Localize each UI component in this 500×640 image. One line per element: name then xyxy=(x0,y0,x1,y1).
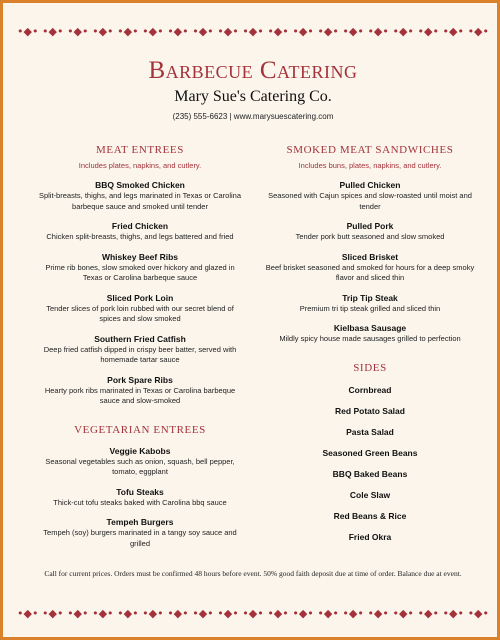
menu-item-description: Mildly spicy house made sausages grilled to perfection xyxy=(279,334,461,343)
diamond-flourish-icon: •◆• xyxy=(367,607,389,620)
diamond-flourish-icon: •◆• xyxy=(317,25,339,38)
diamond-flourish-icon: •◆• xyxy=(92,607,114,620)
menu-item-description: Premium tri tip steak grilled and sliced thin xyxy=(299,303,441,313)
section-title: SIDES xyxy=(353,361,387,374)
menu-item-description: Seasoned with Cajun spices and slow-roasted until moist and tender xyxy=(268,191,472,211)
contact-info: (235) 555-6623 | www.marysuescatering.com xyxy=(172,112,334,121)
menu-item-description: Hearty pork ribs marinated in Texas or Carolina barbeque sauce and slow-smoked xyxy=(44,385,236,405)
section-title: VEGETARIAN ENTREES xyxy=(74,423,206,436)
diamond-flourish-icon: •◆• xyxy=(192,25,214,38)
menu-item xyxy=(35,252,245,284)
diamond-flourish-icon: •◆• xyxy=(417,25,439,38)
diamond-flourish-icon: •◆• xyxy=(367,25,389,38)
menu-item xyxy=(265,490,475,501)
right-column xyxy=(265,143,475,543)
diamond-flourish-icon: •◆• xyxy=(17,607,39,620)
menu-item xyxy=(35,293,245,325)
menu-item-description: Seasonal vegetables such as onion, squash, bell pepper, tomato, eggplant xyxy=(45,456,235,476)
menu-header xyxy=(3,57,500,123)
menu-item-name: Whiskey Beef Ribs xyxy=(101,251,179,262)
menu-item xyxy=(35,334,245,366)
menu-item-name: Trip Tip Steak xyxy=(342,292,398,303)
menu-item xyxy=(35,180,245,212)
diamond-flourish-icon: •◆• xyxy=(142,607,164,620)
menu-item xyxy=(265,180,475,212)
menu-item xyxy=(265,293,475,315)
menu-item-list xyxy=(35,446,245,550)
menu-item-name: Pork Spare Ribs xyxy=(107,374,173,385)
menu-title: Barbecue Catering xyxy=(148,57,358,84)
diamond-flourish-icon: •◆• xyxy=(217,607,239,620)
menu-item-name: Cornbread xyxy=(348,384,392,395)
company-name: Mary Sue's Catering Co. xyxy=(174,88,332,105)
diamond-flourish-icon: •◆• xyxy=(192,607,214,620)
bottom-ornament-border xyxy=(17,607,489,621)
top-ornament-border xyxy=(17,25,489,39)
menu-item-name: Red Beans & Rice xyxy=(333,510,407,521)
sides-section xyxy=(265,361,475,543)
diamond-flourish-icon: •◆• xyxy=(167,25,189,38)
menu-item-description: Tender slices of pork loin rubbed with our secret blend of spices and slow smoked xyxy=(46,303,234,323)
menu-item xyxy=(265,252,475,284)
menu-item xyxy=(265,511,475,522)
diamond-flourish-icon: •◆• xyxy=(217,25,239,38)
diamond-flourish-icon: •◆• xyxy=(267,25,289,38)
section-note: Includes buns, plates, napkins, and cutlery. xyxy=(298,161,442,170)
section-note: Includes plates, napkins, and cutlery. xyxy=(78,161,202,170)
menu-item-name: Tofu Steaks xyxy=(116,486,164,497)
diamond-flourish-icon: •◆• xyxy=(292,607,314,620)
menu-item-name: Sliced Brisket xyxy=(341,251,399,262)
menu-item-description: Prime rib bones, slow smoked over hickory and glazed in Texas or Carolina barbeque sauce xyxy=(45,262,235,282)
menu-item-description: Thick-cut tofu steaks baked with Carolina bbq sauce xyxy=(53,497,227,507)
menu-item-description: Beef brisket seasoned and smoked for hours for a deep smoky flavor and sliced thin xyxy=(265,262,475,282)
diamond-flourish-icon: •◆• xyxy=(467,25,489,38)
section-title: SMOKED MEAT SANDWICHES xyxy=(286,144,454,156)
menu-item xyxy=(265,221,475,243)
menu-item-name: Pasta Salad xyxy=(346,426,394,437)
diamond-flourish-icon: •◆• xyxy=(242,25,264,38)
diamond-flourish-icon: •◆• xyxy=(42,25,64,38)
diamond-flourish-icon: •◆• xyxy=(342,25,364,38)
diamond-flourish-icon: •◆• xyxy=(242,607,264,620)
smoked-meat-sandwiches-section xyxy=(265,143,475,345)
menu-item-name: BBQ Baked Beans xyxy=(332,468,408,479)
footer-note: Call for current prices. Orders must be confirmed 48 hours before event. 50% good faith deposit due at time of order. Balance due at event. xyxy=(44,569,462,578)
menu-item-name: Seasoned Green Beans xyxy=(322,447,418,458)
menu-item xyxy=(265,323,475,345)
diamond-flourish-icon: •◆• xyxy=(117,607,139,620)
menu-item xyxy=(265,385,475,396)
menu-item-name: Southern Fried Catfish xyxy=(94,333,186,344)
menu-item-name: Veggie Kabobs xyxy=(109,445,171,456)
diamond-flourish-icon: •◆• xyxy=(267,607,289,620)
menu-item xyxy=(265,448,475,459)
diamond-flourish-icon: •◆• xyxy=(442,607,464,620)
menu-item-name: Tempeh Burgers xyxy=(106,517,174,527)
menu-item xyxy=(35,221,245,243)
diamond-flourish-icon: •◆• xyxy=(167,607,189,620)
vegetarian-entrees-section xyxy=(35,423,245,550)
diamond-flourish-icon: •◆• xyxy=(92,25,114,38)
menu-item xyxy=(35,375,245,407)
left-column xyxy=(35,143,245,549)
diamond-flourish-icon: •◆• xyxy=(342,607,364,620)
menu-item-name: Fried Chicken xyxy=(111,221,169,231)
menu-item-name: Fried Okra xyxy=(348,531,392,542)
diamond-flourish-icon: •◆• xyxy=(42,607,64,620)
menu-item-description: Deep fried catfish dipped in crispy beer batter, served with homemade tartar sauce xyxy=(43,344,237,364)
menu-item xyxy=(35,517,245,549)
menu-item-description: Split-breasts, thighs, and legs marinated in Texas or Carolina barbeque sauce and smoked until tender xyxy=(38,191,242,211)
diamond-flourish-icon: •◆• xyxy=(292,25,314,38)
diamond-flourish-icon: •◆• xyxy=(142,25,164,38)
diamond-flourish-icon: •◆• xyxy=(67,607,89,620)
menu-item-name: Pulled Pork xyxy=(346,221,394,231)
menu-item-name: Red Potato Salad xyxy=(335,405,405,416)
menu-item-name: Kielbasa Sausage xyxy=(333,323,407,333)
menu-item-name: Pulled Chicken xyxy=(339,180,401,190)
menu-item-name: BBQ Smoked Chicken xyxy=(95,180,185,190)
menu-item xyxy=(265,469,475,480)
menu-item xyxy=(265,427,475,438)
diamond-flourish-icon: •◆• xyxy=(467,607,489,620)
diamond-flourish-icon: •◆• xyxy=(392,607,414,620)
menu-item-description: Tempeh (soy) burgers marinated in a tangy soy sauce and grilled xyxy=(43,528,237,548)
diamond-flourish-icon: •◆• xyxy=(442,25,464,38)
diamond-flourish-icon: •◆• xyxy=(317,607,339,620)
diamond-flourish-icon: •◆• xyxy=(417,607,439,620)
diamond-flourish-icon: •◆• xyxy=(17,25,39,38)
diamond-flourish-icon: •◆• xyxy=(67,25,89,38)
diamond-flourish-icon: •◆• xyxy=(117,25,139,38)
menu-item xyxy=(265,406,475,417)
menu-item xyxy=(35,487,245,509)
menu-item xyxy=(35,446,245,478)
diamond-flourish-icon: •◆• xyxy=(392,25,414,38)
menu-item-name: Cole Slaw xyxy=(349,489,391,500)
menu-item-list xyxy=(265,180,475,345)
menu-item-name: Sliced Pork Loin xyxy=(106,292,174,303)
menu-item-list xyxy=(265,385,475,543)
menu-item-list xyxy=(35,180,245,407)
menu-item-description: Tender pork butt seasoned and slow smoked xyxy=(295,232,445,241)
menu-item-description: Chicken split-breasts, thighs, and legs battered and fried xyxy=(46,232,234,241)
meat-entrees-section xyxy=(35,143,245,407)
menu-item xyxy=(265,532,475,543)
section-title: MEAT ENTREES xyxy=(96,144,184,156)
